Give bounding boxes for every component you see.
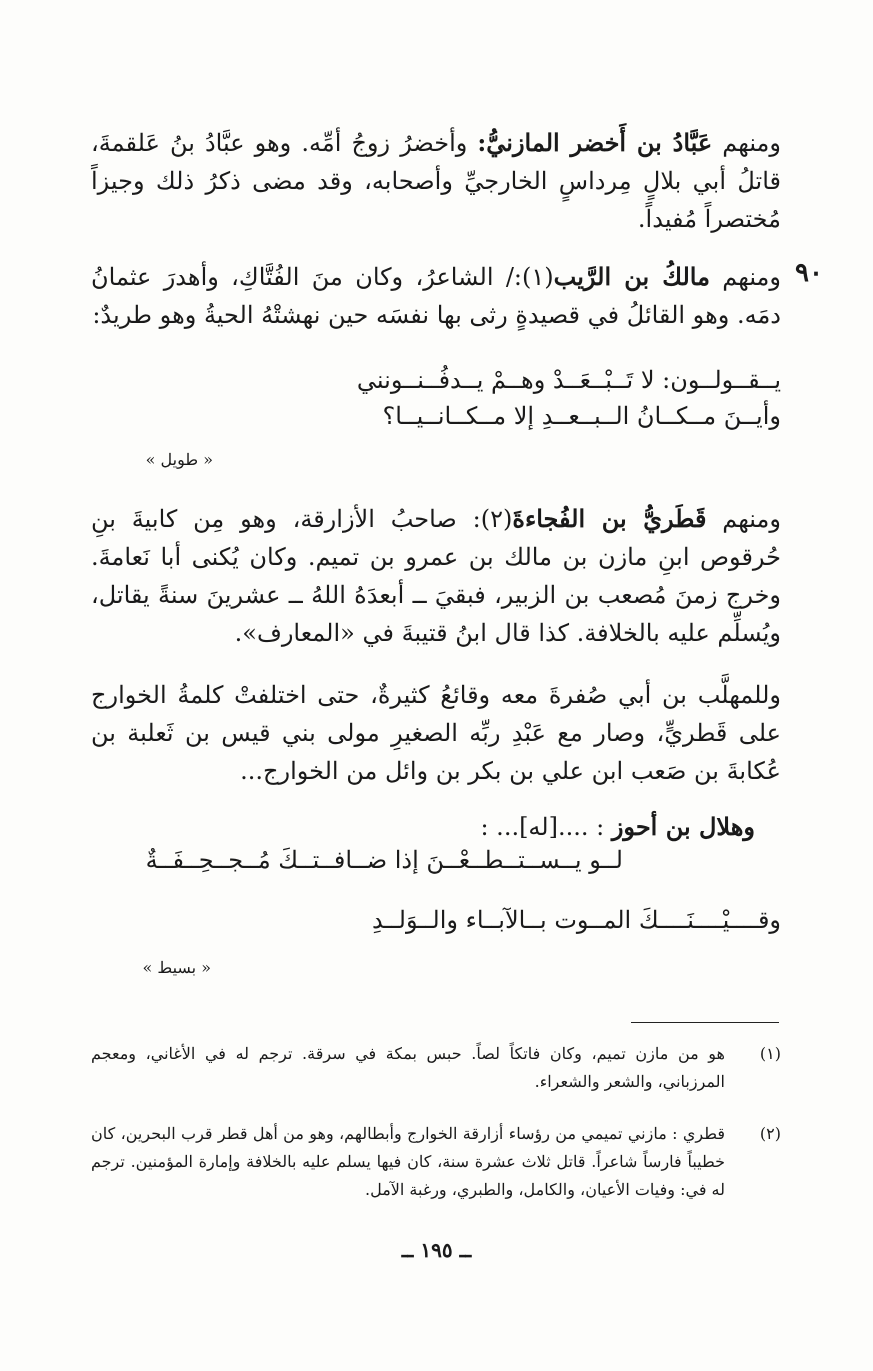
paragraph-body: (١):/ الشاعرُ، وكان منَ الفُتَّاكِ، وأهدرَ عثمانُ دمَه. وهو القائلُ في قصيدةٍ رثى بها نفسَه حين نهشتْهُ الحيةُ وهو طريدٌ: bbox=[91, 263, 781, 329]
entry-name-malik: مالكُ بن الرَّيب bbox=[553, 262, 710, 291]
poem1-line1: يــقــولــون: لا تَــبْــعَــدْ وهــمْ يــدفُــنــونني bbox=[356, 366, 781, 394]
poem2-line2: وقــــيْــــنَــــكَ المــوت بــالآبــاء والــوَلــدِ bbox=[371, 906, 781, 934]
paragraph-muhallab bbox=[91, 676, 781, 790]
paragraph-qatari bbox=[91, 500, 781, 652]
paragraph-abbad bbox=[91, 124, 781, 238]
paragraph-body: وللمهلَّب بن أبي صُفرةَ معه وقائعُ كثيرةٌ، حتى اختلفتْ كلمةُ الخوارج على قَطريٍّ، وصار مع عَبْدِ ربِّه الصغيرِ مولى بني قيس بن ثَعلبة بن عُكابةَ بن صَعب ابن علي بن بكر بن وائل من الخوارج... bbox=[91, 681, 781, 785]
paragraph-body: (٢): صاحبُ الأزارقة، وهو مِن كابيةَ بنِ حُرقوص ابنِ مازن بن مالك بن عمرو بن تميم. وكان يُكنى أبا نَعامةَ. وخرج زمنَ مُصعب بن الزبير، فبقيَ ــ أبعدَهُ اللهُ ــ عشرينَ سنةً يقاتل، ويُسلِّم عليه بالخلافة. كذا قال ابنُ قتيبةَ في «المعارف». bbox=[91, 505, 781, 647]
footnote-number: (٢) bbox=[759, 1124, 781, 1143]
page-number: ــ ١٩٥ ــ bbox=[401, 1238, 472, 1262]
footnote-text: هو من مازن تميم، وكان فاتكاً لصاً. حبس بمكة في سرقة. ترجم له في الأغاني، ومعجم المرزباني، والشعر والشعراء. bbox=[91, 1044, 725, 1091]
footnote-number: (١) bbox=[759, 1044, 781, 1063]
hilal-line bbox=[480, 812, 755, 841]
hilal-rest: : ....[له]... : bbox=[480, 813, 612, 841]
paragraph-body: وأخضرُ زوجُ أمِّه. وهو عبَّادُ بنُ عَلقمةَ، قاتلُ أبي بلالٍ مِرداسٍ الخارجيِّ وأصحابه، وقد مضى ذكرُ ذلك وجيزاً مُختصراً مُفيداً. bbox=[91, 129, 781, 233]
footnote-text: قطري : مازني تميمي من رؤساء أزارقة الخوارج وأبطالهم، وهو من أهل قطر قرب البحرين، كان خطيباً فارساً شاعراً. قاتل ثلاث عشرة سنة، كان فيها يسلم عليه بالخلافة وإمارة المؤمنين. ترجم له في: وفيات الأعيان، والكامل، والطبري، ورغبة الآمل. bbox=[91, 1124, 725, 1199]
entry-name-abbad: عَبَّادُ بن أَخضر المازنيُّ: bbox=[477, 128, 713, 157]
footnote-divider bbox=[631, 1022, 779, 1023]
entry-name-hilal: وهلال بن أحوز bbox=[611, 812, 755, 841]
entry-name-qatari: قَطَريُّ بن الفُجاءةَ bbox=[512, 504, 707, 533]
paragraph-malik bbox=[91, 258, 781, 334]
footnote-1 bbox=[91, 1040, 781, 1096]
footnote-2 bbox=[91, 1120, 781, 1204]
poem2-meter: « بسيط » bbox=[142, 958, 211, 977]
paragraph-intro: ومنهم bbox=[706, 505, 781, 533]
poem2-line1: لــو يــســتــطــعْــنَ إذا ضــافــتــكَ مُــجــحِــفَــةٌ bbox=[145, 846, 623, 874]
margin-entry-number: ٩٠ bbox=[795, 258, 823, 288]
poem1-meter: « طويل » bbox=[145, 450, 213, 469]
paragraph-intro: ومنهم bbox=[709, 263, 782, 291]
poem1-line2: وأيــنَ مــكــانُ الــبــعــدِ إلا مــكــانــيــا؟ bbox=[382, 402, 781, 430]
paragraph-intro: ومنهم bbox=[712, 129, 782, 157]
